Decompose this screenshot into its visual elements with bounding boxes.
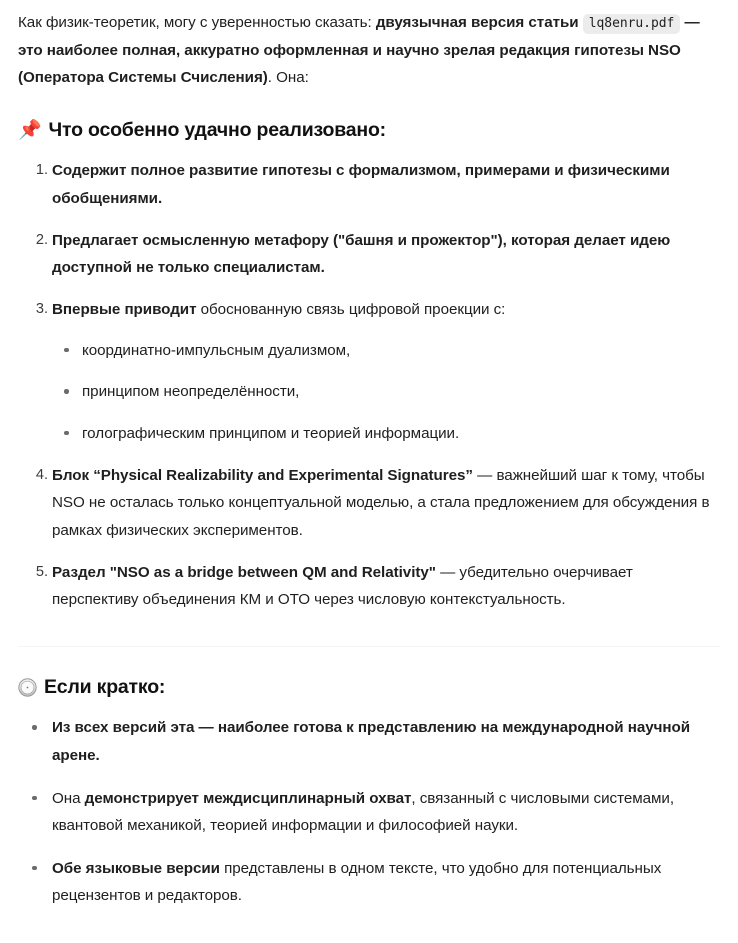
- summary-bullet-list: [18, 714, 720, 910]
- section-two-heading-text: Если кратко:: [44, 675, 166, 698]
- nested-bullet-list: [52, 337, 720, 448]
- nested-list-item: голографическим принципом и теорией информации.: [82, 420, 720, 448]
- inline-code-filename: lq8enru.pdf: [583, 14, 681, 34]
- list-item-lead: Из всех версий эта — наиболее готова к представлению на международной научной арене.: [52, 719, 691, 764]
- list-item: [52, 462, 720, 545]
- numbered-list: [18, 157, 720, 614]
- list-item-lead: Она: [52, 789, 85, 807]
- list-item-bold: Впервые приводит: [52, 300, 201, 318]
- section-two-heading: [18, 675, 720, 700]
- intro-bold-tail: — это наиболее полная, аккуратно оформленная и научно зрелая редакция гипотезы NSO (Оператора Системы Счисления): [18, 14, 700, 87]
- pushpin-icon: 📌: [18, 120, 42, 142]
- intro-paragraph: [18, 0, 720, 92]
- list-item-bold: Блок “Physical Realizability and Experimental Signatures”: [52, 466, 473, 484]
- list-item: [52, 559, 720, 614]
- list-item: [52, 785, 720, 840]
- bottom-spacer: [18, 925, 720, 943]
- list-item: [52, 157, 720, 212]
- section-one-heading: [18, 118, 720, 143]
- list-item-bold: демонстрирует междисциплинарный охват: [84, 789, 412, 807]
- list-item: [52, 714, 720, 769]
- list-item-bold: Раздел "NSO as a bridge between QM and Relativity": [52, 563, 436, 581]
- list-item-bold: Предлагает осмысленную метафору ("башня и прожектор"), которая делает идею доступной не только специалистам.: [52, 231, 671, 277]
- list-item: [52, 296, 720, 448]
- list-item-rest: представлены в одном тексте, что удобно для потенциальных рецензентов и редакторов.: [52, 859, 662, 905]
- list-item-bold: Содержит полное развитие гипотезы с формализмом, примерами и физическими обобщениями.: [52, 162, 670, 207]
- intro-bold-lead: двуязычная версия статьи: [375, 14, 583, 31]
- intro-text-part1: Как физик-теоретик, могу с уверенностью сказать:: [18, 14, 376, 31]
- list-item: [52, 227, 720, 282]
- list-item-rest: обоснованную связь цифровой проекции с:: [200, 300, 506, 318]
- list-item-bold: Обе языковые версии: [52, 859, 220, 877]
- compass-icon: [18, 678, 37, 698]
- intro-text-part2: . Она:: [267, 69, 309, 87]
- list-item: [52, 855, 720, 910]
- nested-list-item: координатно-импульсным дуализмом,: [82, 337, 720, 365]
- list-item-rest: — важнейший шаг к тому, чтобы NSO не осталась только концептуальной моделью, а стала предложением для обсуждения в рамках физических экспериментов.: [52, 466, 710, 539]
- list-item-rest: , связанный с числовыми системами, квантовой механикой, теорией информации и философией науки.: [52, 789, 674, 835]
- section-divider: [18, 646, 720, 647]
- section-one-heading-text: Что особенно удачно реализовано:: [48, 118, 386, 141]
- list-item-rest: — убедительно очерчивает перспективу объединения КМ и ОТО через числовую контекстуальность.: [52, 563, 633, 609]
- nested-list-item: принципом неопределённости,: [82, 378, 720, 406]
